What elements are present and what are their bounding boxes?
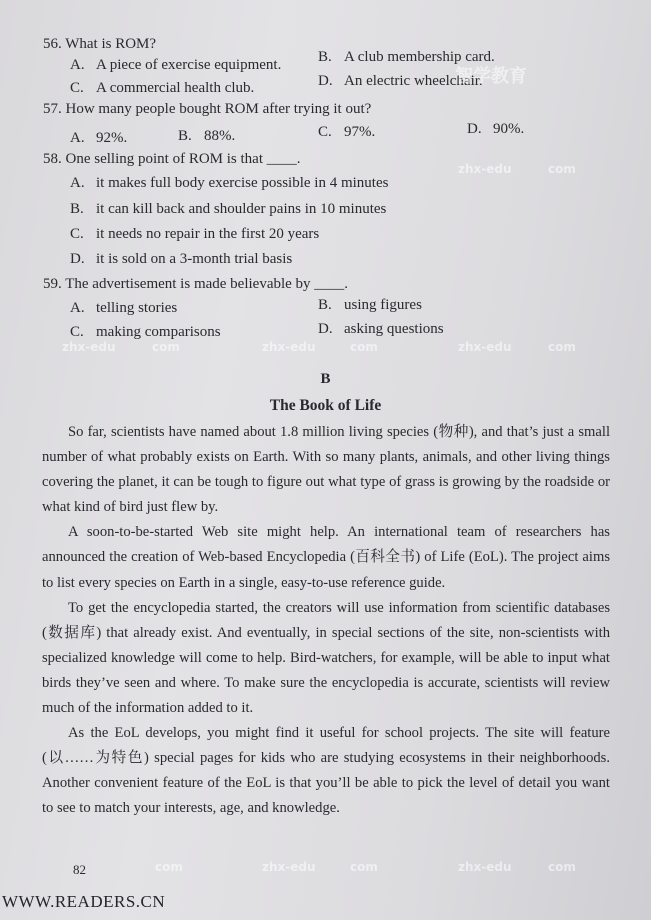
page-number: 82 [73,862,86,877]
watermark-logo: 智学教育 [455,66,527,87]
option-letter: C. [70,324,84,340]
footer-url: WWW.READERS.CN [2,892,166,911]
question-58-option-b [70,201,386,218]
option-letter: B. [318,49,332,65]
option-text: making comparisons [96,324,221,340]
option-text: using figures [344,297,422,313]
question-57-option-b [178,128,235,145]
watermark-site: zhx-edu [458,860,512,874]
watermark-com: com [548,860,576,874]
watermark-site: zhx-edu [62,340,116,354]
option-text: it can kill back and shoulder pains in 10 minutes [96,201,387,217]
option-letter: D. [467,121,482,137]
question-57-option-c [318,124,375,141]
question-57-stem: 57. How many people bought ROM after trying it out? [43,101,372,117]
passage-paragraph-2: A soon-to-be-started Web site might help. An international team of researchers has announced the creation of Web-based Encyclopedia (百科全书) of Life (EoL). The project aims to list every species on Earth in a single, easy-to-use reference guide. [42,524,610,591]
section-letter: B [320,371,331,387]
question-56-stem: 56. What is ROM? [43,36,157,52]
option-text: it needs no repair in the first 20 years [96,226,320,242]
question-56-option-a [70,57,281,74]
option-text: A club membership card. [344,49,495,65]
passage-body [42,420,610,822]
question-59-option-d [318,321,444,338]
question-58-option-d [70,251,292,268]
question-59-option-c [70,324,221,341]
option-text: it makes full body exercise possible in 4 minutes [96,175,389,191]
question-59-stem: 59. The advertisement is made believable by ____. [43,276,349,292]
option-letter: A. [70,130,85,146]
question-58-option-c [70,226,319,243]
option-text: 97%. [344,124,376,140]
watermark-site: zhx-edu [262,860,316,874]
passage-title: The Book of Life [269,397,382,414]
option-text: A commercial health club. [96,80,255,96]
option-letter: A. [70,57,85,73]
question-58-option-a [70,175,388,192]
option-letter: D. [70,251,85,267]
watermark-site: zhx-edu [458,162,512,176]
question-59-option-b [318,297,422,314]
option-text: 92%. [96,130,128,146]
passage-paragraph-1: So far, scientists have named about 1.8 million living species (物种), and that’s just a small number of what probably exists on Earth. With so many plants, animals, and other living things covering the planet, it can be tough to figure out what type of grass is growing by the roadside or what kind of bird just flew by. [42,424,610,516]
option-text: 90%. [493,121,525,137]
watermark-com: com [548,340,576,354]
option-letter: D. [318,73,333,89]
passage-paragraph-4: As the EoL develops, you might find it useful for school projects. The site will feature (以……为特色) special pages for kids who are studying ecosystems in their neighborhoods. Another convenient feature of the EoL is that you’ll be able to pick the level of detail you want to see to match your interests, age, and knowledge. [42,725,610,817]
question-57-option-d [467,121,524,138]
option-letter: B. [70,201,84,217]
passage-paragraph-3: To get the encyclopedia started, the creators will use information from scientific databases (数据库) that already exist. And eventually, in special sections of the site, non-scientists with specialized knowledge will come to help. Bird-watchers, for example, will be able to input what birds they’ve seen and where. To make sure the encyclopedia is accurate, scientists will review much of the information added to it. [42,599,610,717]
option-letter: A. [70,175,85,191]
watermark-com: com [152,340,180,354]
watermark-site: zhx-edu [458,340,512,354]
option-letter: D. [318,321,333,337]
question-58-stem: 58. One selling point of ROM is that ____. [43,151,301,167]
option-text: An electric wheelchair. [344,73,483,89]
watermark-com: com [548,162,576,176]
option-text: asking questions [344,321,444,337]
option-letter: C. [70,226,84,242]
option-text: A piece of exercise equipment. [96,57,282,73]
question-59-option-a [70,300,177,317]
option-letter: B. [178,128,192,144]
question-56-option-c [70,80,254,97]
question-57-option-a [70,130,127,147]
watermark-com: com [350,860,378,874]
option-letter: A. [70,300,85,316]
option-letter: C. [70,80,84,96]
option-text: 88%. [204,128,236,144]
watermark-site: zhx-edu [262,340,316,354]
option-letter: C. [318,124,332,140]
option-letter: B. [318,297,332,313]
option-text: telling stories [96,300,178,316]
watermark-com: com [350,340,378,354]
watermark-com: com [155,860,183,874]
option-text: it is sold on a 3-month trial basis [96,251,293,267]
